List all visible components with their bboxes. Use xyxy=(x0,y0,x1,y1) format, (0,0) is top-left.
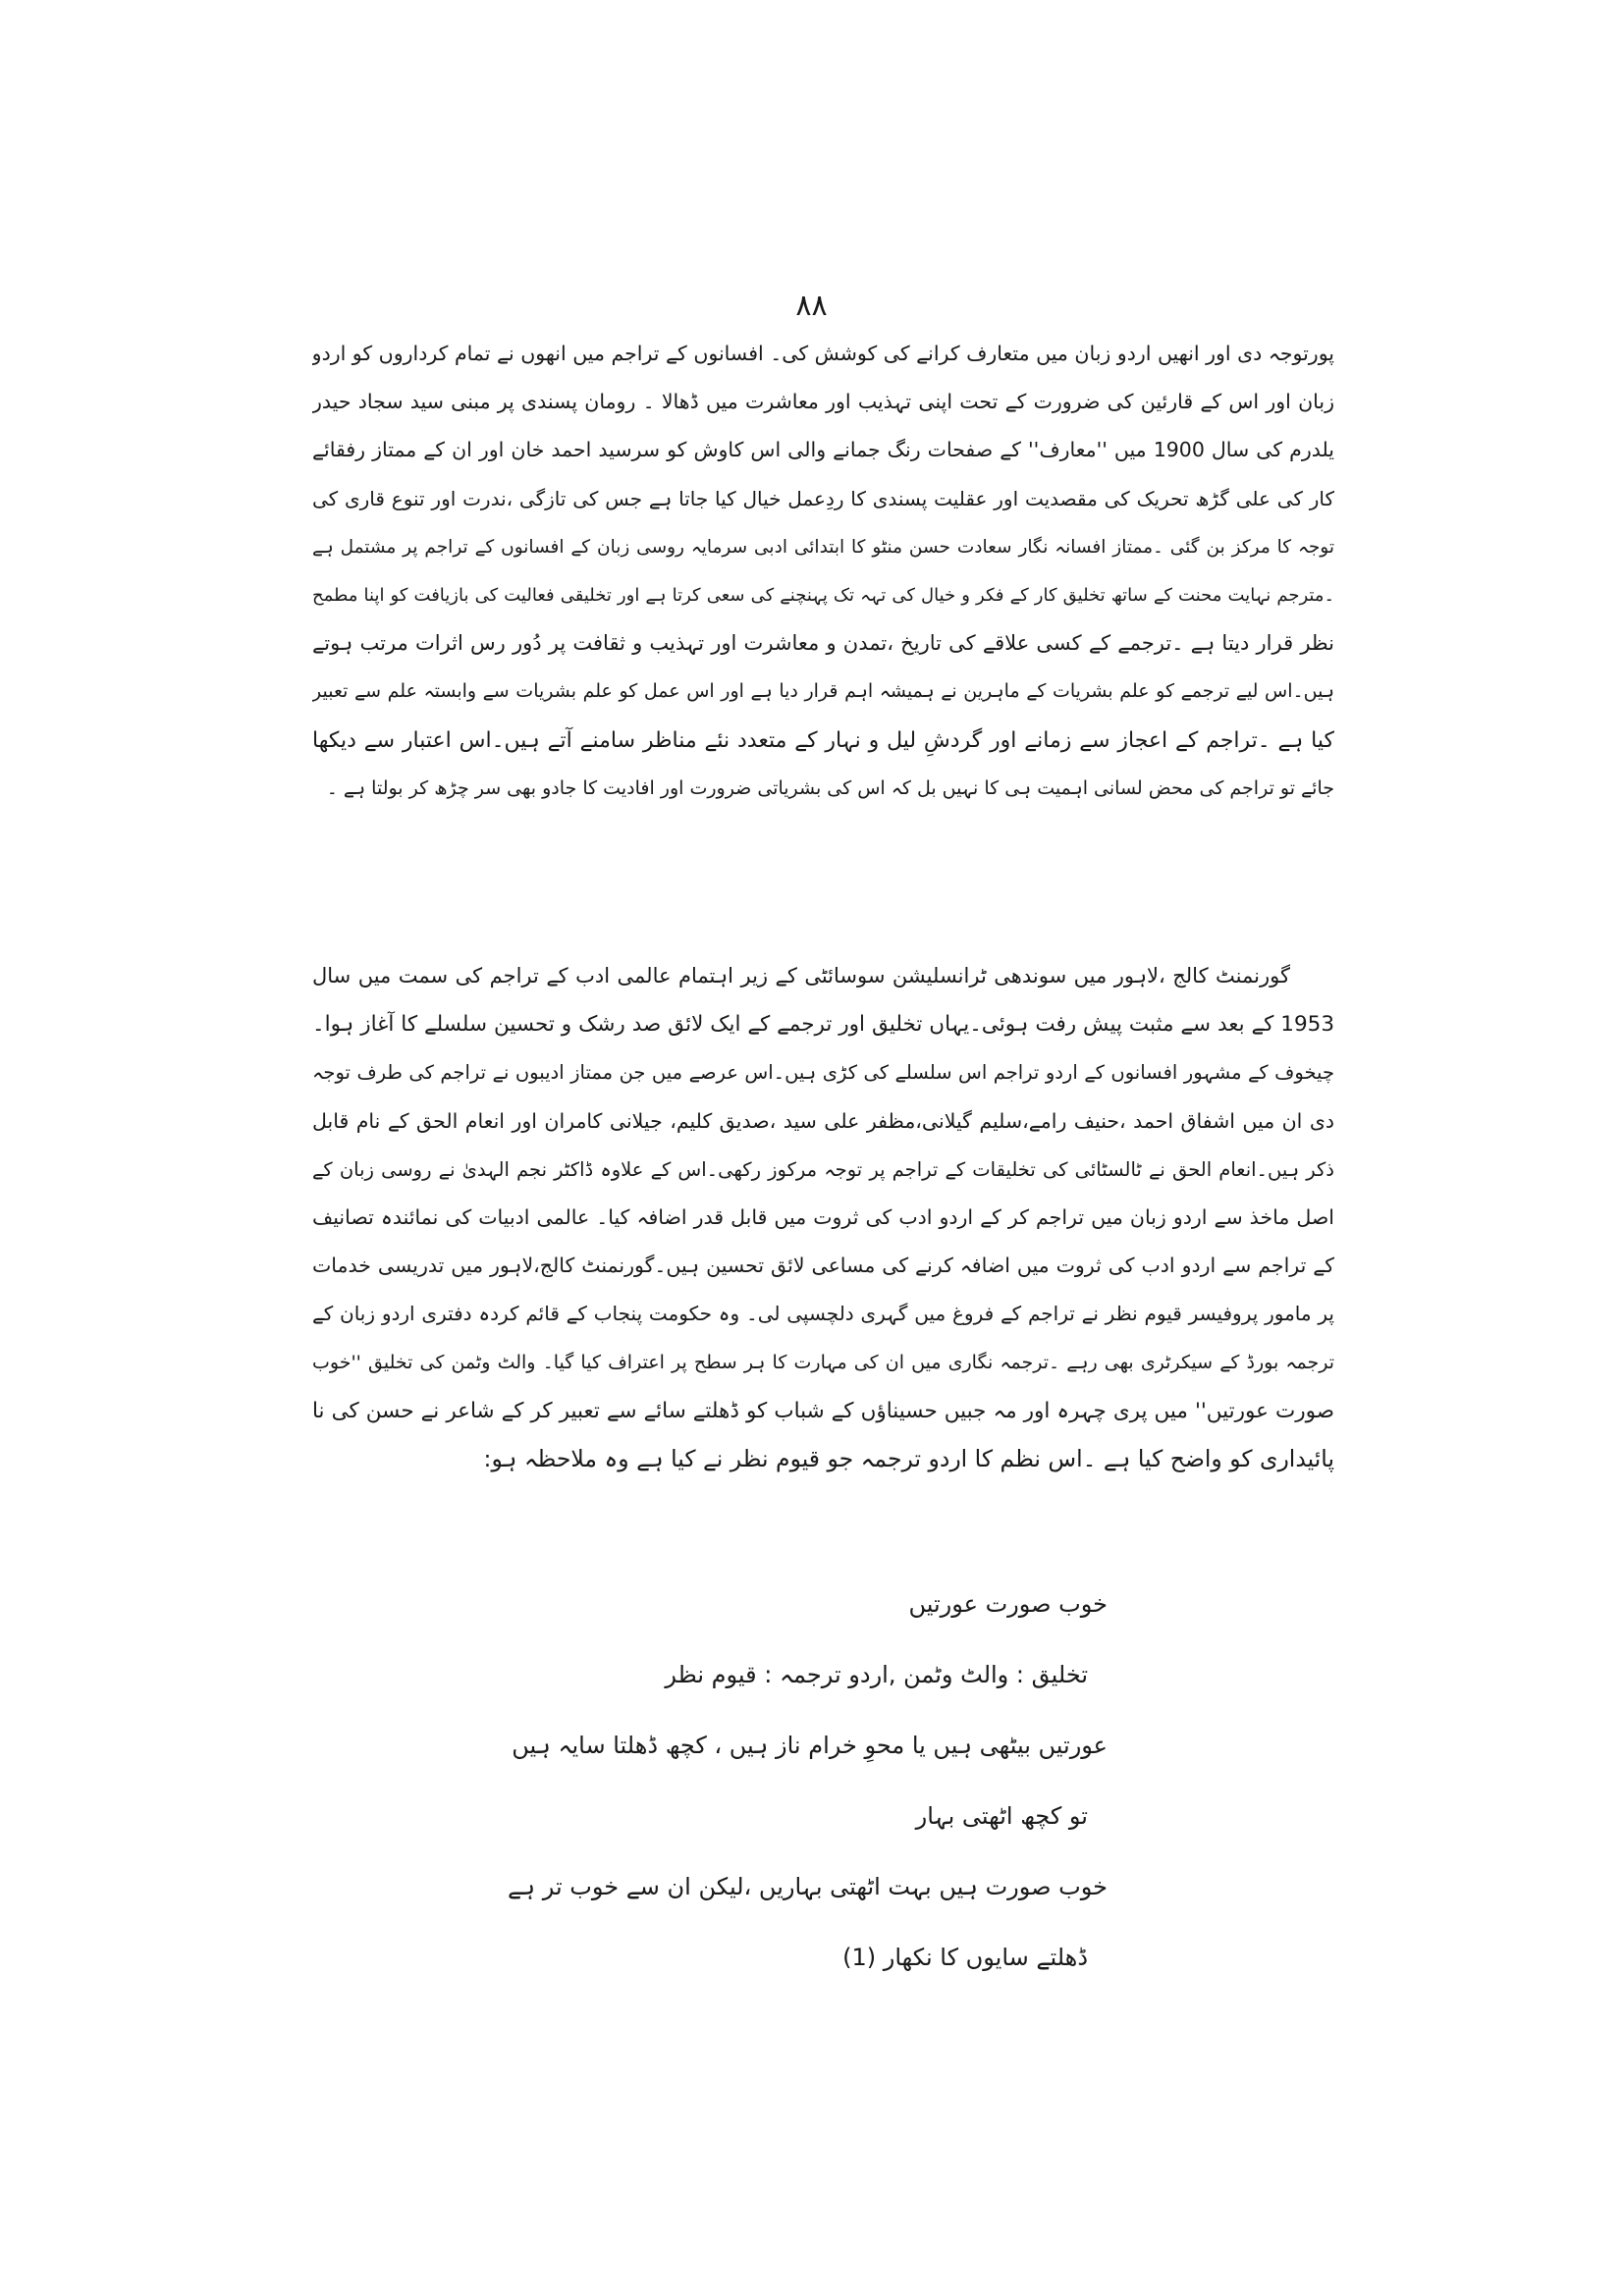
poem-line: خوب صورت ہیں بہت اٹھتی بہاریں ،لیکن ان سے خوب تر ہے xyxy=(507,1873,1108,1900)
paragraph-line: ہیں۔اس لیے ترجمے کو علم بشریات کے ماہرین نے ہمیشہ اہم قرار دیا ہے اور اس عمل کو علم بشریات سے وابستہ علم سے تعبیر xyxy=(312,680,1334,703)
poem-line: ڈھلتے سایوں کا نکھار (1) xyxy=(842,1944,1088,1971)
paragraph-line: توجہ کا مرکز بن گئی ۔ممتاز افسانہ نگار سعادت حسن منٹو کا ابتدائی ادبی سرمایہ روسی زبان کے افسانوں کے تراجم پر مشتمل ہے xyxy=(312,536,1334,558)
paragraph-line: کے تراجم سے اردو ادب کی ثروت میں اضافہ کرنے کی مساعی لائق تحسین ہیں۔گورنمنٹ کالج،لاہور میں تدریسی خدمات xyxy=(312,1254,1334,1278)
paragraph-line: اصل ماخذ سے اردو زبان میں تراجم کر کے اردو ادب کی ثروت میں قابل قدر اضافہ کیا۔ عالمی ادبیات کی نمائندہ تصانیف xyxy=(312,1204,1334,1229)
paragraph-line: پر مامور پروفیسر قیوم نظر نے تراجم کے فروغ میں گہری دلچسپی لی۔ وہ حکومت پنجاب کے قائم کردہ دفتری اردو زبان کے xyxy=(312,1302,1334,1326)
paragraph-line: ذکر ہیں۔انعام الحق نے ٹالسٹائی کی تخلیقات کے تراجم پر توجہ مرکوز رکھی۔اس کے علاوہ ڈاکٹر نجم الہدیٰ نے روسی زبان کے xyxy=(312,1157,1334,1181)
paragraph-line: چیخوف کے مشہور افسانوں کے اردو تراجم اس سلسلے کی کڑی ہیں۔اس عرصے میں جن ممتاز ادیبوں نے تراجم کی طرف توجہ xyxy=(312,1061,1334,1085)
paragraph-line: کیا ہے ۔تراجم کے اعجاز سے زمانے اور گردشِ لیل و نہار کے متعدد نئے مناظر سامنے آتے ہیں۔اس اعتبار سے دیکھا xyxy=(312,727,1334,753)
paragraph-1 xyxy=(312,330,1334,813)
poem-line: عورتیں بیٹھی ہیں یا محوِ خرام ناز ہیں ، کچھ ڈھلتا سایہ ہیں xyxy=(512,1732,1108,1759)
poem-credit: تخلیق : والٹ وٹمن ,اردو ترجمہ : قیوم نظر xyxy=(665,1661,1088,1688)
poem xyxy=(507,1569,1108,1993)
page-number: ۸۸ xyxy=(795,289,828,323)
paragraph-line: پائیداری کو واضح کیا ہے ۔اس نظم کا اردو ترجمہ جو قیوم نظر نے کیا ہے وہ ملاحظہ ہو: xyxy=(483,1444,1334,1472)
paragraph-line: ۔مترجم نہایت محنت کے ساتھ تخلیق کار کے فکر و خیال کی تہہ تک پہنچنے کی سعی کرتا ہے اور تخلیقی فعالیت کی بازیافت کو اپنا مطمح xyxy=(312,584,1334,606)
paragraph-line: نظر قرار دیتا ہے ۔ترجمے کے کسی علاقے کی تاریخ ،تمدن و معاشرت اور تہذیب و ثقافت پر دُور رس اثرات مرتب ہوتے xyxy=(312,631,1334,656)
poem-title: خوب صورت عورتیں xyxy=(908,1590,1108,1618)
paragraph-line: 1953 کے بعد سے مثبت پیش رفت ہوئی۔یہاں تخلیق اور ترجمے کے ایک لائق صد رشک و تحسین سلسلے کا آغاز ہوا۔ xyxy=(312,1012,1334,1038)
paragraph-line: صورت عورتیں'' میں پری چہرہ اور مہ جبیں حسیناؤں کے شباب کو ڈھلتے سائے سے تعبیر کر کے شاعر نے حسن کی نا xyxy=(312,1398,1334,1423)
paragraph-line: پورتوجہ دی اور انھیں اردو زبان میں متعارف کرانے کی کوشش کی۔ افسانوں کے تراجم میں انھوں نے تمام کرداروں کو اردو xyxy=(312,342,1334,365)
paragraph-line: دی ان میں اشفاق احمد ،حنیف رامے،سلیم گیلانی،مظفر علی سید ،صدیق کلیم، جیلانی کامران اور انعام الحق کے نام قابل xyxy=(312,1108,1334,1133)
paragraph-2 xyxy=(312,952,1334,1483)
paragraph-line: جائے تو تراجم کی محض لسانی اہمیت ہی کا نہیں بل کہ اس کی بشریاتی ضرورت اور افادیت کا جادو بھی سر چڑھ کر بولتا ہے ۔ xyxy=(326,776,1334,799)
paragraph-line: یلدرم کی سال 1900 میں ''معارف'' کے صفحات رنگ جمانے والی اس کاوش کو سرسید احمد خان اور ان کے ممتاز رفقائے xyxy=(312,438,1334,462)
paragraph-line: کار کی علی گڑھ تحریک کی مقصدیت اور عقلیت پسندی کا ردِعمل خیال کیا جاتا ہے جس کی تازگی ،ندرت اور تنوع قاری کی xyxy=(312,486,1334,510)
paragraph-line: زبان اور اس کے قارئین کی ضرورت کے تحت اپنی تہذیب اور معاشرت میں ڈھالا ۔ رومان پسندی پر مبنی سید سجاد حیدر xyxy=(312,390,1334,414)
poem-line: تو کچھ اٹھتی بہار xyxy=(915,1802,1088,1830)
paragraph-line: گورنمنٹ کالج ،لاہور میں سوندھی ٹرانسلیشن سوسائٹی کے زیر اہتمام عالمی ادب کے تراجم کی سمت میں سال xyxy=(312,964,1290,988)
paragraph-line: ترجمہ بورڈ کے سیکرٹری بھی رہے ۔ترجمہ نگاری میں ان کی مہارت کا ہر سطح پر اعتراف کیا گیا۔ والٹ وٹمن کی تخلیق ''خوب xyxy=(312,1351,1334,1373)
